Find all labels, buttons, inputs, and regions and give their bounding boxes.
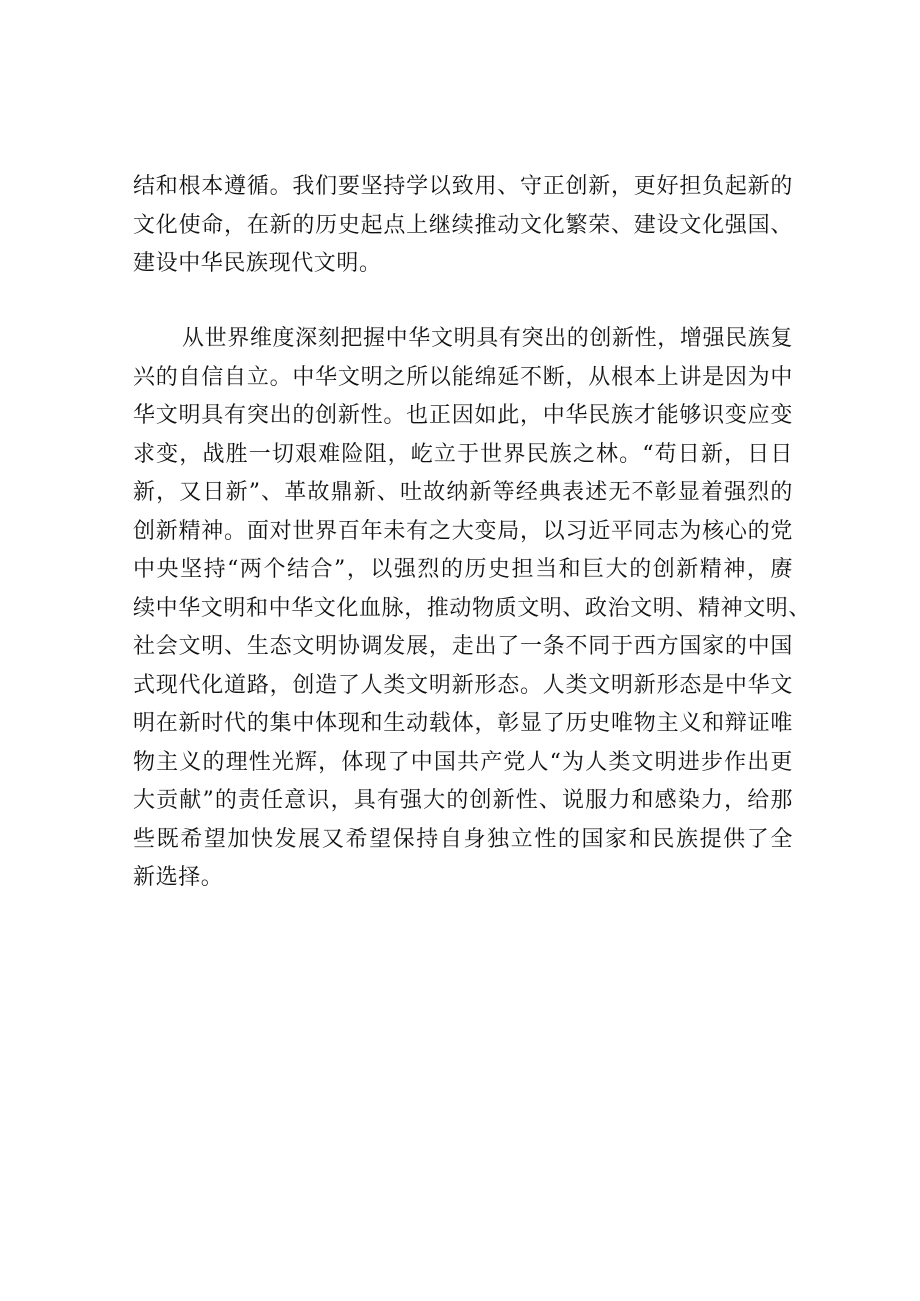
text-line: 些既希望加快发展又希望保持自身独立性的国家和民族提供了全 [133, 826, 793, 852]
text-line: 社会文明、生态文明协调发展，走出了一条不同于西方国家的中国 [133, 634, 793, 659]
text-line: 文化使命，在新的历史起点上继续推动文化繁荣、建设文化强国、 [133, 212, 793, 238]
text-line: 新，又日新”、革故鼎新、吐故纳新等经典表述无不彰显着强烈的 [133, 480, 793, 505]
text-line: 明在新时代的集中体现和生动载体，彰显了历史唯物主义和辩证唯 [133, 711, 793, 736]
text-line: 结和根本遵循。我们要坚持学以致用、守正创新，更好担负起新的 [133, 174, 793, 199]
text-line: 建设中华民族现代文明。 [133, 251, 382, 276]
text-line: 从世界维度深刻把握中华文明具有突出的创新性，增强民族复 [182, 326, 793, 351]
text-line: 中央坚持“两个结合”，以强烈的历史担当和巨大的创新精神，赓 [133, 557, 793, 582]
text-line: 续中华文明和中华文化血脉，推动物质文明、政治文明、精神文明、 [133, 595, 812, 621]
text-line: 兴的自信自立。中华文明之所以能绵延不断，从根本上讲是因为中 [133, 364, 793, 390]
text-line: 新选择。 [133, 865, 224, 890]
text-line: 创新精神。面对世界百年未有之大变局，以习近平同志为核心的党 [133, 518, 793, 544]
paragraph-continuation [133, 168, 793, 284]
text-line: 华文明具有突出的创新性。也正因如此，中华民族才能够识变应变 [133, 403, 793, 428]
text-line: 式现代化道路，创造了人类文明新形态。人类文明新形态是中华文 [133, 672, 793, 698]
text-line: 物主义的理性光辉，体现了中国共产党人“为人类文明进步作出更 [133, 749, 793, 775]
paragraph-innovation [133, 320, 812, 898]
text-line: 求变，战胜一切艰难险阻，屹立于世界民族之林。“苟日新，日日 [133, 441, 793, 467]
text-line: 大贡献”的责任意识，具有强大的创新性、说服力和感染力，给那 [133, 788, 793, 813]
